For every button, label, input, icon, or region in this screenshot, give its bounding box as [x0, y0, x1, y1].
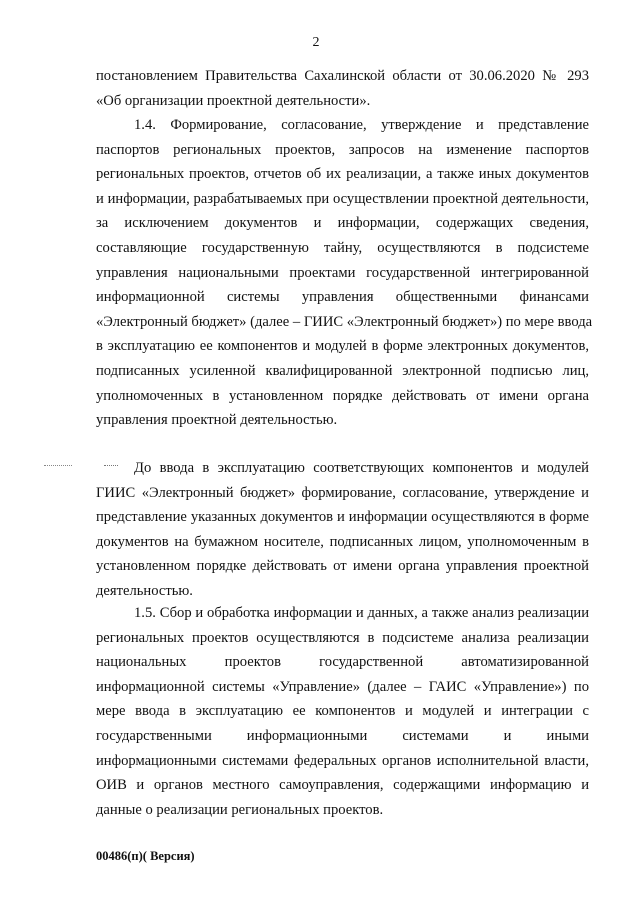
text-line: подписанных усиленной квалифицированной электронной подписью лиц, [96, 362, 589, 379]
text-line: управления проектной деятельностью. [96, 412, 338, 429]
text-line: постановлением Правительства Сахалинской области от 30.06.2020 № 293 [96, 68, 589, 84]
text-line: составляющие государственную тайну, осуществляются в подсистеме [96, 239, 589, 256]
text-line: 1.5. Сбор и обработка информации и данных, а также анализ реализации [134, 605, 589, 621]
text-line: мере ввода в эксплуатацию ее компонентов и модулей и интеграции с [96, 703, 589, 720]
text-line: в эксплуатацию ее компонентов и модулей в форме электронных документов, [96, 338, 589, 355]
text-line: До ввода в эксплуатацию соответствующих компонентов и модулей [134, 460, 589, 476]
text-line: 1.4. Формирование, согласование, утверждение и представление [134, 117, 589, 133]
text-line: ГИИС «Электронный бюджет» формирование, согласование, утверждение и [96, 484, 589, 501]
text-line: ОИВ и органов местного самоуправления, содержащими информацию и [96, 777, 589, 794]
paragraph-1-5 [96, 601, 589, 822]
text-line: информационными системами федеральных органов исполнительной власти, [96, 752, 589, 769]
text-line: государственными информационными системами и иными [96, 727, 589, 744]
text-line: региональных проектов, отчетов об их реализации, а также иных документов [96, 166, 589, 183]
text-line: региональных проектов осуществляются в подсистеме анализа реализации [96, 629, 589, 646]
text-line: информационной системы управления общественными финансами [96, 289, 589, 306]
text-line: уполномоченных в установленном порядке действовать от имени органа [96, 387, 589, 404]
text-line: «Об организации проектной деятельности». [96, 92, 371, 109]
paragraph-before-commissioning [96, 456, 589, 604]
text-line: «Электронный бюджет» (далее – ГИИС «Электронный бюджет») по мере ввода [96, 313, 593, 330]
paragraph-1-4 [96, 113, 593, 433]
text-line: паспортов региональных проектов, запросов на изменение паспортов [96, 141, 589, 158]
text-line: информационной системы «Управление» (далее – ГАИС «Управление») по [96, 678, 589, 695]
document-footer-code: 00486(п)( Версия) [96, 849, 195, 863]
text-line: деятельностью. [96, 582, 193, 599]
text-line: представление указанных документов и информации осуществляются в форме [96, 509, 589, 526]
text-line: национальных проектов государственной автоматизированной [96, 654, 589, 671]
text-line: управления национальными проектами государственной интегрированной [96, 264, 589, 281]
text-line: установленном порядке действовать от имени органа управления проектной [96, 558, 589, 575]
page-number: 2 [312, 35, 320, 50]
text-line: данные о реализации региональных проектов. [96, 801, 384, 818]
text-line: документов на бумажном носителе, подписанных лицом, уполномоченным в [96, 533, 589, 550]
text-line: за исключением документов и информации, содержащих сведения, [96, 215, 589, 232]
paragraph-continuation [96, 64, 589, 113]
scan-artifact [44, 465, 72, 467]
text-line: и информации, разрабатываемых при осуществлении проектной деятельности, [96, 190, 589, 207]
